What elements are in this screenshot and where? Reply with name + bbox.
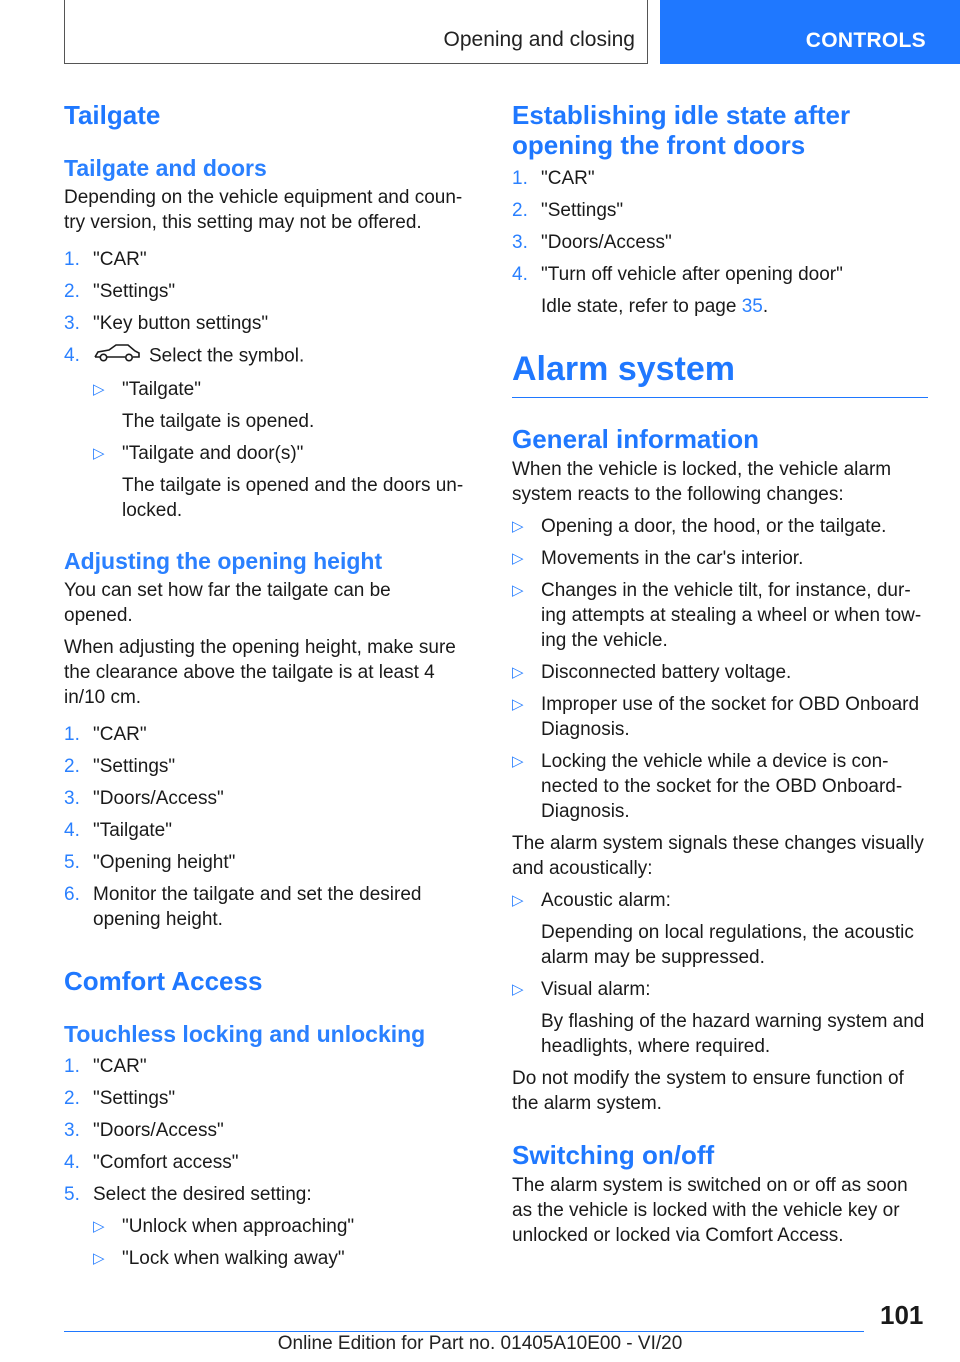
steps-list-opening-height	[64, 722, 464, 932]
heading-alarm-system: Alarm system	[512, 350, 736, 388]
list-item: 4. Select the symbol.	[64, 343, 464, 370]
car-side-icon	[93, 343, 141, 370]
list-item: 5. "Opening height"	[64, 852, 236, 873]
header-chapter-label: CONTROLS	[805, 29, 926, 52]
alarm-types-list	[512, 888, 928, 1059]
list-item: 6. Monitor the tailgate and set the desired opening height.	[64, 884, 422, 930]
heading-switching-on-off: Switching on/off	[512, 1140, 715, 1170]
steps-list-key-button	[64, 247, 464, 370]
triangle-bullet-icon: ▷	[93, 1218, 105, 1235]
list-item: 2. "Settings"	[64, 756, 176, 777]
heading-idle-state: Establishing idle state after opening the front doors	[512, 100, 851, 160]
triangle-bullet-icon: ▷	[512, 582, 524, 599]
tailgate-options-list	[93, 377, 464, 523]
list-item: 3. "Key button settings"	[64, 313, 269, 334]
comfort-options-list	[93, 1214, 464, 1271]
page-reference-link[interactable]: 35	[741, 296, 763, 317]
intro-paragraph: Depending on the vehicle equipment and country version, this setting may not be offered.	[64, 187, 463, 233]
list-item: 1. "CAR"	[64, 724, 147, 745]
list-item: 1. "CAR"	[512, 168, 595, 189]
list-item: 3. "Doors/Access"	[64, 788, 224, 809]
triangle-bullet-icon: ▷	[512, 892, 524, 909]
opening-height-paragraph-1: You can set how far the tailgate can be opened.	[64, 580, 391, 626]
list-item: 5. Select the desired setting:	[64, 1184, 312, 1205]
list-item: 1. "CAR"	[64, 249, 147, 270]
triangle-bullet-icon: ▷	[93, 1250, 105, 1267]
triangle-bullet-icon: ▷	[512, 664, 524, 681]
signals-paragraph: The alarm system signals these changes visually and acoustically:	[512, 833, 924, 879]
general-paragraph: When the vehicle is locked, the vehicle alarm system reacts to the following changes:	[512, 459, 892, 505]
footer-edition: Online Edition for Part no. 01405A10E00 - VI/20	[277, 1333, 683, 1354]
triangle-bullet-icon: ▷	[93, 381, 105, 398]
list-item: 2. "Settings"	[64, 1088, 176, 1109]
triangle-bullet-icon: ▷	[512, 696, 524, 713]
list-item: ▷ Visual alarm:	[512, 979, 651, 1000]
list-item: ▷ Improper use of the socket for OBD Onboard Diagnosis.	[512, 694, 920, 740]
list-item-desc: The tailgate is opened.	[122, 411, 315, 432]
right-column	[512, 100, 928, 1248]
footer-divider	[64, 1331, 864, 1332]
heading-divider	[512, 397, 928, 398]
steps-list-idle-state	[512, 166, 928, 287]
switch-paragraph: The alarm system is switched on or off as soon as the vehicle is locked with the vehicle key or unlocked or locked via Comfort Access.	[512, 1175, 908, 1246]
opening-height-paragraph-2: When adjusting the opening height, make sure the clearance above the tailgate is at least 4 in/10 cm.	[64, 637, 456, 708]
list-item: 4. "Tailgate"	[64, 820, 172, 841]
heading-tailgate-and-doors: Tailgate and doors	[64, 155, 267, 181]
heading-touchless-locking: Touchless locking and unlocking	[64, 1021, 426, 1047]
modify-paragraph: Do not modify the system to ensure function of the alarm system.	[512, 1068, 904, 1114]
list-item: 3. "Doors/Access"	[512, 232, 672, 253]
list-item: ▷ Locking the vehicle while a device is connected to the socket for the OBD Onboard-Diagnosis.	[512, 751, 903, 822]
list-item-desc: The tailgate is opened and the doors unlocked.	[122, 475, 464, 521]
header-section-title: Opening and closing	[443, 28, 635, 51]
header-section-box	[64, 0, 648, 64]
list-item: ▷ "Tailgate and door(s)"	[93, 443, 304, 464]
list-item: 2. "Settings"	[64, 281, 176, 302]
heading-tailgate: Tailgate	[64, 100, 161, 130]
idle-state-reference: Idle state, refer to page 35.	[541, 296, 769, 317]
list-item-desc: By flashing of the hazard warning system and headlights, where required.	[541, 1011, 925, 1057]
list-item: ▷ Acoustic alarm:	[512, 890, 671, 911]
list-item: ▷ "Lock when walking away"	[93, 1248, 345, 1269]
alarm-changes-list	[512, 514, 928, 824]
triangle-bullet-icon: ▷	[512, 518, 524, 535]
list-item: 4. "Comfort access"	[64, 1152, 239, 1173]
header-chapter-tab	[660, 0, 960, 64]
triangle-bullet-icon: ▷	[512, 550, 524, 567]
heading-adjusting-opening-height: Adjusting the opening height	[64, 548, 383, 574]
list-item: 4. "Turn off vehicle after opening door"	[512, 264, 843, 285]
list-item: ▷ Changes in the vehicle tilt, for instance, during attempts at stealing a wheel or when towing the vehicle.	[512, 580, 922, 651]
list-item: ▷ Disconnected battery voltage.	[512, 662, 792, 683]
triangle-bullet-icon: ▷	[512, 753, 524, 770]
list-item: ▷ "Tailgate"	[93, 379, 201, 400]
list-item: ▷ "Unlock when approaching"	[93, 1216, 355, 1237]
page-number: 101	[880, 1300, 924, 1330]
steps-list-comfort-access	[64, 1054, 464, 1207]
heading-general-information: General information	[512, 424, 760, 454]
list-item: 1. "CAR"	[64, 1056, 147, 1077]
list-item: ▷ Movements in the car's interior.	[512, 548, 804, 569]
heading-comfort-access: Comfort Access	[64, 966, 263, 996]
triangle-bullet-icon: ▷	[512, 981, 524, 998]
list-item: 2. "Settings"	[512, 200, 624, 221]
triangle-bullet-icon: ▷	[93, 445, 105, 462]
list-item-desc: Depending on local regulations, the acoustic alarm may be suppressed.	[541, 922, 914, 968]
list-item: ▷ Opening a door, the hood, or the tailgate.	[512, 516, 887, 537]
list-item: 3. "Doors/Access"	[64, 1120, 224, 1141]
left-column	[64, 100, 464, 1271]
